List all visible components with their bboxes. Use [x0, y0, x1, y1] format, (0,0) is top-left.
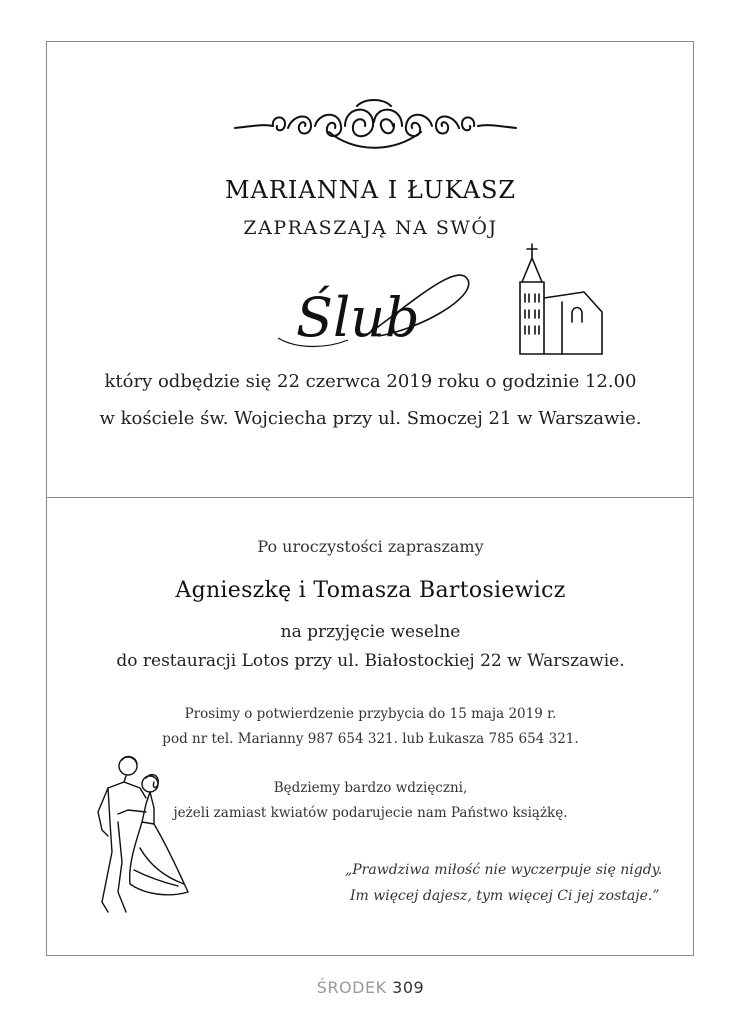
rsvp-line-1: Prosimy o potwierdzenie przybycia do 15 maja 2019 r. [184, 706, 557, 722]
fold-divider [46, 497, 694, 498]
footer-label: ŚRODEK [316, 978, 387, 997]
page-footer [0, 978, 741, 997]
footer-page-number: 309 [392, 978, 425, 997]
guest-names: Agnieszkę i Tomasza Bartosiewicz [175, 578, 566, 603]
reception-venue: do restauracji Lotos przy ul. Białostockiej 22 w Warszawie. [116, 651, 625, 671]
dancing-couple-icon [88, 752, 198, 924]
reception-type: na przyjęcie weselne [280, 622, 461, 642]
flourish-ornament-icon [233, 96, 518, 158]
quote-line-2: Im więcej dajesz, tym więcej Ci jej zostaje.” [350, 888, 660, 904]
rsvp-line-2: pod nr tel. Marianny 987 654 321. lub Łukasza 785 654 321. [162, 731, 579, 747]
request-line-2: jeżeli zamiast kwiatów podarujecie nam Państwo książkę. [173, 805, 568, 821]
church-icon [512, 242, 604, 357]
ceremony-line-1: który odbędzie się 22 czerwca 2019 roku o godzinie 12.00 [104, 371, 637, 392]
request-line-1: Będziemy bardzo wdzięczni, [273, 780, 468, 796]
invite-line: ZAPRASZAJĄ NA SWÓJ [243, 217, 498, 239]
event-word-text: Ślub [296, 286, 420, 349]
reception-intro: Po uroczystości zapraszamy [257, 537, 484, 556]
event-word [268, 266, 478, 356]
couple-names: MARIANNA I ŁUKASZ [224, 176, 517, 204]
ceremony-line-2: w kościele św. Wojciecha przy ul. Smoczej 21 w Warszawie. [99, 408, 642, 429]
quote-line-1: „Prawdziwa miłość nie wyczerpuje się nigdy. [345, 862, 663, 878]
